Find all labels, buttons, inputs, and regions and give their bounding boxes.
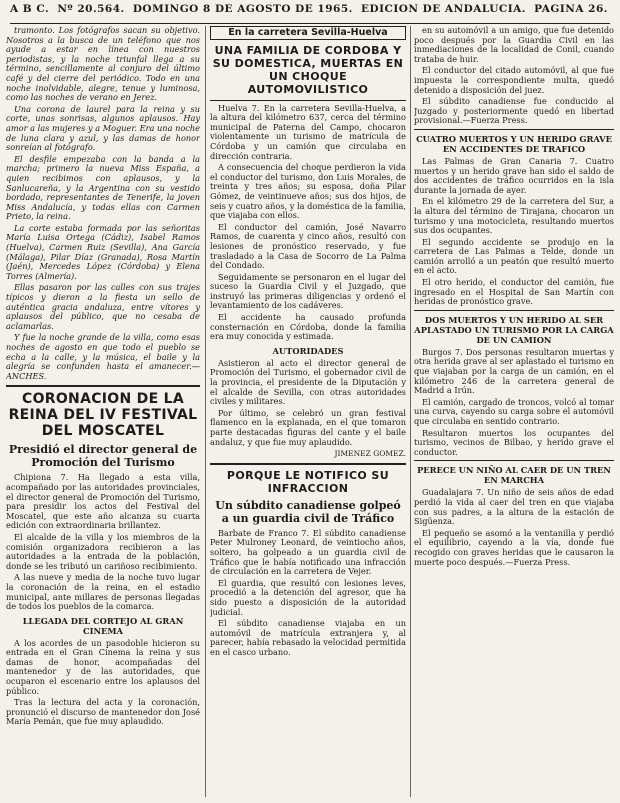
column-rule bbox=[410, 26, 411, 797]
paragraph: Y fue la noche grande de la villa, como esas noches de agosto en que todo el pueblo se echa a la calle, y la música, el baile y la alegría se confunden hasta el amanecer.—ANCHES. bbox=[6, 332, 200, 381]
paragraph: A consecuencia del choque perdieron la vida el conductor del turismo, don Luis Morales, de treinta y tres años; su esposa, doña Pilar Gómez, de veintinueve años; sus dos hijos, de seis y cuatro años, y la doméstica de la familia, que viajaba con ellos. bbox=[210, 162, 406, 221]
paragraph: El súbdito canadiense viajaba en un automóvil de matrícula extranjera y, al parecer, había rebasado la velocidad permitida en el casco urbano. bbox=[210, 618, 406, 657]
subhead-authorities: AUTORIDADES bbox=[272, 345, 344, 356]
divider bbox=[210, 463, 406, 465]
paragraph: Por último, se celebró un gran festival flamenco en la explanada, en el que tomaron parte destacadas figuras del cante y el baile andaluz, y que fue muy aplaudido. bbox=[210, 407, 406, 447]
paragraph: Las Palmas de Gran Canaria 7. Cuatro muertos y un herido grave han sido el saldo de dos accidentes de tráfico ocurridos en la isla durante la jornada de ayer. bbox=[414, 155, 614, 195]
paragraph: Burgos 7. Dos personas resultaron muertas y otra herida grave al ser aplastado el turismo en que viajaban por la carga de un camión, en el kilómetro 246 de la carretera general de Madrid a Irún. bbox=[414, 346, 614, 396]
section-box-label: En la carretera Sevilla-Huelva bbox=[210, 26, 406, 40]
paragraph: En el kilómetro 29 de la carretera del Sur, a la altura del término de Tirajana, chocaron un turismo y una motocicleta, resultando muertos sus dos ocupantes. bbox=[414, 196, 614, 236]
paragraph: Resultaron muertos los ocupantes del turismo, vecinos de Bilbao, y herido grave el conductor. bbox=[414, 427, 614, 457]
subheadline-director: Presidió el director general de Promoción del Turismo bbox=[8, 443, 198, 470]
subhead-arrival: LLEGADA DEL CORTEJO AL GRAN CINEMA bbox=[22, 615, 184, 636]
paragraph: El alcalde de la villa y los miembros de la comisión organizadora recibieron a las autoridades a la entrada de la población, donde se les tributó un cariñoso recibimiento. bbox=[6, 531, 200, 571]
paper-name: A B C. bbox=[10, 3, 50, 15]
paragraph: El conductor del citado automóvil, al que fue impuesta la correspondiente multa, quedó detenido a disposición del juez. bbox=[414, 65, 614, 95]
paragraph: El accidente ha causado profunda consternación en Córdoba, donde la familia era muy conocida y estimada. bbox=[210, 312, 406, 342]
paragraph: Guadalajara 7. Un niño de seis años de edad perdió la vida al caer del tren en que viajaba con sus padres, a la altura de la estación de Sigüenza. bbox=[414, 487, 614, 527]
paragraph: tramonto. Los fotógrafos sacan su objetivo. Nosotros a la busca de un teléfono que nos ayude a estar en línea con nuestros periodistas, y la noche triunfal llega a su término, sencillamente al conjuro del último café y del cierre del periódico. Todo en una noche inolvidable, alegre, tenue y luminosa, como las noches de verano en Jerez. bbox=[6, 26, 200, 103]
headline-train-child: PERECE UN NIÑO AL CAER DE UN TREN EN MARCHA bbox=[417, 465, 611, 486]
headline-infraction: PORQUE LE NOTIFICO SU INFRACCION bbox=[226, 468, 390, 495]
divider bbox=[210, 100, 406, 101]
edition-name: EDICION DE ANDALUCIA. bbox=[360, 3, 526, 15]
byline: JIMENEZ GOMEZ. bbox=[334, 449, 406, 459]
paragraph: A las nueve y media de la noche tuvo lugar la coronación de la reina, en el estadio municipal, ante millares de personas llegadas de todos los pueblos de la comarca. bbox=[6, 572, 200, 612]
headline-four-dead: CUATRO MUERTOS Y UN HERIDO GRAVE EN ACCIDENTES DE TRAFICO bbox=[416, 133, 612, 154]
paragraph: El otro herido, el conductor del camión, fue ingresado en el Hospital de San Martín con heridas de pronóstico grave. bbox=[414, 277, 614, 307]
issue-number: Nº 20.564. bbox=[57, 3, 125, 15]
paragraph: A los acordes de un pasodoble hicieron su entrada en el Gran Cinema la reina y sus damas de honor, acompañadas del mantenedor y de las autoridades, que ocuparon el escenario entre los aplausos del público. bbox=[6, 637, 200, 696]
paragraph: El guardia, que resultó con lesiones leves, procedió a la detención del agresor, que ha sido puesto a disposición de la autoridad judicial. bbox=[210, 577, 406, 617]
column-right bbox=[414, 26, 614, 797]
headline-truck-load: DOS MUERTOS Y UN HERIDO AL SER APLASTADO UN TURISMO POR LA CARGA DE UN CAMION bbox=[414, 314, 614, 345]
paragraph: Tras la lectura del acta y la coronación, pronunció el discurso de mantenedor don José María Pemán, que fue muy aplaudido. bbox=[6, 697, 200, 727]
divider bbox=[414, 310, 614, 311]
paragraph: El pequeño se asomó a la ventanilla y perdió el equilibrio, cayendo a la vía, donde fue recogido con graves heridas que le causaron la muerte poco después.—Fuerza Press. bbox=[414, 527, 614, 567]
paragraph: Asistieron al acto el director general de Promoción del Turismo, el gobernador civil de la provincia, el presidente de la Diputación y el alcalde de Sevilla, con otras autoridades civiles y militares. bbox=[210, 357, 406, 407]
divider bbox=[414, 460, 614, 461]
divider bbox=[6, 385, 200, 387]
divider bbox=[414, 129, 614, 130]
headline-coronation: CORONACION DE LA REINA DEL IV FESTIVAL DEL MOSCATEL bbox=[8, 391, 198, 440]
paragraph: Una corona de laurel para la reina y su corte, unas sonrisas, algunos aplausos. Hay amor a las mujeres y a Moguer. Era una noche de luna clara y azul, y las damas de honor sonreían al fotógrafo. bbox=[6, 103, 200, 153]
column-middle bbox=[210, 26, 406, 797]
paragraph: Seguidamente se personaron en el lugar del suceso la Guardia Civil y el Juzgado, que instruyó las primeras diligencias y ordenó el levantamiento de los cadáveres. bbox=[210, 271, 406, 311]
paragraph: El conductor del camión, José Navarro Ramos, de cuarenta y cinco años, resultó con lesiones de pronóstico reservado, y fue trasladado a la Casa de Socorro de La Palma del Condado. bbox=[210, 221, 406, 271]
paragraph: La corte estaba formada por las señoritas María Luisa Ortega (Cádiz), Isabel Ramos (Huelva), Carmen Ruiz (Sevilla), Ana García (Málaga), Pilar Díaz (Granada), Rosa Martín (Jaén), Mercedes López (Córdoba) y Elena Torres (Almería). bbox=[6, 222, 200, 281]
page-number: PAGINA 26. bbox=[534, 3, 608, 15]
headline-crash: UNA FAMILIA DE CORDOBA Y SU DOMESTICA, MUERTAS EN UN CHOQUE AUTOMOVILISTICO bbox=[212, 43, 404, 96]
paragraph: Ellas pasaron por las calles con sus trajes típicos y dieron a la fiesta un sello de auténtica gracia andaluza, entre vítores y aplausos del público, que no cesaba de aclamarlas. bbox=[6, 282, 200, 331]
column-left bbox=[6, 26, 200, 797]
paragraph: en su automóvil a un amigo, que fue detenido poco después por la Guardia Civil en las inmediaciones de la localidad de Conil, cuando trataba de huir. bbox=[414, 26, 614, 64]
paragraph: El súbdito canadiense fue conducido al Juzgado y posteriormente quedó en libertad provisional.—Fuerza Press. bbox=[414, 96, 614, 126]
subheadline-canadian: Un súbdito canadiense golpeó a un guardia civil de Tráfico bbox=[215, 498, 401, 525]
column-rule bbox=[205, 26, 206, 797]
paragraph: El camión, cargado de troncos, volcó al tomar una curva, cayendo su carga sobre el automóvil que circulaba en sentido contrario. bbox=[414, 396, 614, 426]
paragraph: Chipiona 7. Ha llegado a esta villa, acompañado por las autoridades provinciales, el director general de Promoción del Turismo, para presidir los actos del Festival del Moscatel, que este año alcanza su cuarta edición con extraordinaria brillantez. bbox=[6, 472, 200, 531]
paragraph: El segundo accidente se produjo en la carretera de Las Palmas a Telde, donde un camión arrolló a un peatón que resultó muerto en el acto. bbox=[414, 236, 614, 276]
paragraph: Barbate de Franco 7. El súbdito canadiense Peter Mulroney Leonard, de veintiocho años, soltero, ha golpeado a un guardia civil de Tráfico que le había notificado una infracción de circulación en la carretera de Vejer. bbox=[210, 527, 406, 577]
paragraph: El desfile empezaba con la banda a la marcha; primero la nueva Miss España, a quien recibimos con aplausos, y la Sanlucareña, y la Argentina con su vestido bordado, representantes de Tenerife, la joven Miss Andalucía, y todas ellas con Carmen Prieto, la reina. bbox=[6, 153, 200, 222]
issue-date: DOMINGO 8 DE AGOSTO DE 1965. bbox=[132, 3, 353, 15]
page-header bbox=[10, 3, 610, 24]
paragraph: Huelva 7. En la carretera Sevilla-Huelva, a la altura del kilómetro 637, cerca del término municipal de Paterna del Campo, chocaron violentamente un turismo de matrícula de Córdoba y un camión que circulaba en dirección contraria. bbox=[210, 102, 406, 161]
